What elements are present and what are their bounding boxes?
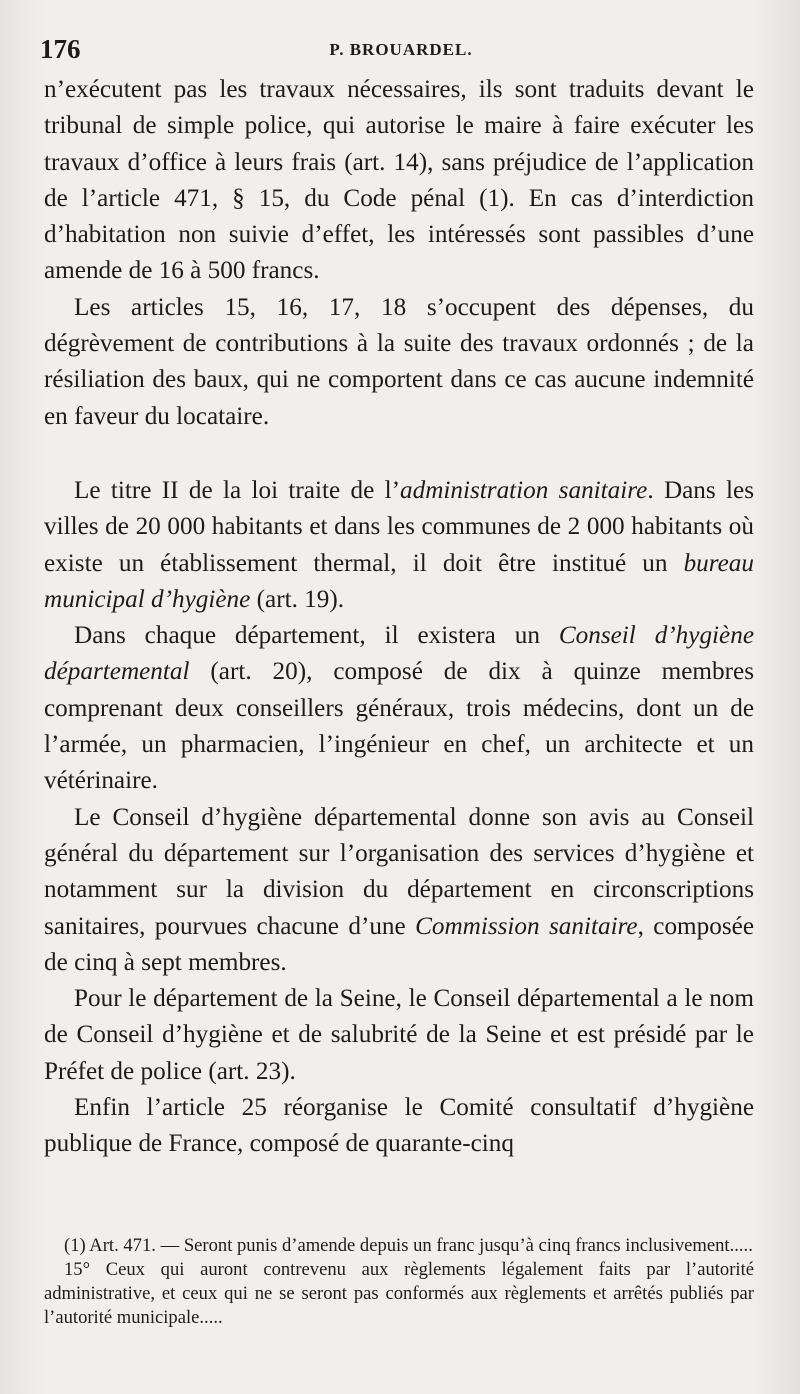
emphasis-administration-sanitaire: administration sanitaire [400, 476, 648, 504]
paragraph [44, 618, 754, 799]
footnote: 15° Ceux qui auront contrevenu aux règlements légalement faits par l’autorité administrative, et ceux qui ne se seront pas conformés aux règlements et arrêtés publiés par l’autorité municipale..... [44, 1259, 754, 1328]
footnote: (1) Art. 471. — Seront punis d’amende depuis un franc jusqu’à cinq francs inclusivement..... [64, 1235, 753, 1256]
emphasis-commission-sanitaire: Commission sanitaire [415, 912, 638, 940]
page-header [40, 34, 752, 64]
emphasis-bureau-municipal: bureau municipal d’hygiène [44, 549, 754, 613]
footnotes [44, 1234, 754, 1330]
main-text [44, 72, 754, 1163]
paragraph-text: Le Conseil d’hygiène départemental donne son avis au Conseil général du département sur l’organisation des services d’hygiène et notamment sur la division du département en circonscriptions sanitaires, pourvues chacune d’une [44, 803, 754, 940]
paragraph: Enfin l’article 25 réorganise le Comité consultatif d’hygiène publique de France, composé de quarante-cinq [44, 1094, 754, 1158]
paragraph-text: , composée de cinq à sept membres. [44, 912, 754, 976]
paragraph: Les articles 15, 16, 17, 18 s’occupent des dépenses, du dégrèvement de contributions à la suite des travaux ordonnés ; de la résiliation des baux, qui ne comportent dans ce cas aucune indemnité en faveur du locataire. [44, 293, 754, 430]
running-head: P. BROUARDEL. [329, 40, 473, 59]
paragraph-text: (art. 19). [250, 585, 345, 613]
paragraph: Pour le département de la Seine, le Conseil départemental a le nom de Conseil d’hygiène et de salubrité de la Seine et est présidé par le Préfet de police (art. 23). [44, 985, 754, 1085]
paragraph [44, 800, 754, 981]
paragraph-text: . Dans les villes de 20 000 habitants et dans les communes de 2 000 habitants où existe un établissement thermal, il doit être institué un [44, 476, 755, 577]
paragraph-text: Dans chaque département, il existera un [74, 622, 559, 650]
paragraph: n’exécutent pas les travaux nécessaires, ils sont traduits devant le tribunal de simple police, qui autorise le maire à faire exécuter les travaux d’office à leurs frais (art. 14), sans préjudice de l’application de l’article 471, § 15, du Code pénal (1). En cas d’interdiction d’habitation non suivie d’effet, les intéressés sont passibles d’une amende de 16 à 500 francs. [44, 76, 754, 285]
page-number: 176 [40, 34, 81, 64]
paragraph-text: (art. 20), composé de dix à quinze membres comprenant deux conseillers généraux, trois médecins, dont un de l’armée, un pharmacien, l’ingénieur en chef, un architecte et un vétérinaire. [44, 658, 754, 795]
paragraph-text: Le titre II de la loi traite de l’ [74, 476, 400, 504]
paragraph [44, 473, 754, 618]
emphasis-conseil-hygiene: Conseil d’hygiène départemental [44, 622, 755, 686]
